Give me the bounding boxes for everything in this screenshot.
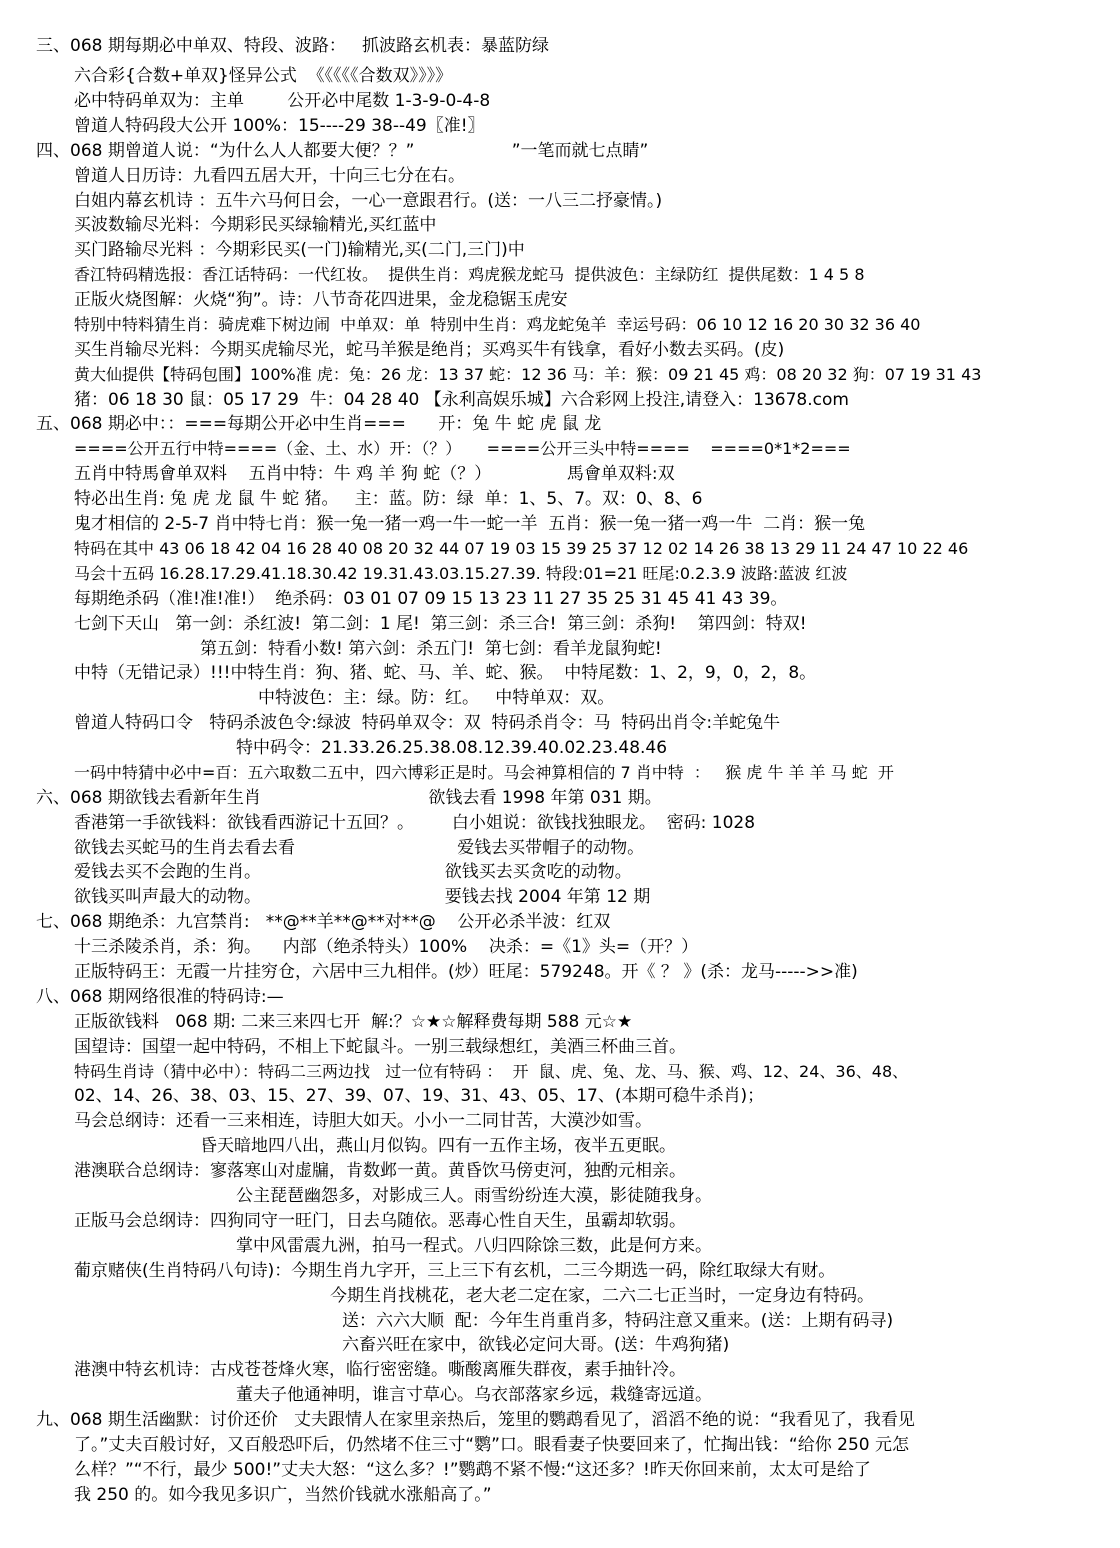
text-line: 曾道人特码段大公开 100%：15----29 38--49〖准!〗 (74, 116, 485, 136)
text-line: 每期绝杀码（准!准!准!） 绝杀码：03 01 07 09 15 13 23 11 27 35 25 31 45 41 43 39。 (74, 589, 788, 609)
text-line: 昏天暗地四八出，燕山月似钩。四有一五作主场，夜半五更眠。 (200, 1136, 676, 1156)
text-line: 爱钱去买不会跑的生肖。 欲钱买去买贪吃的动物。 (74, 862, 632, 882)
text-line: 白姐内幕玄机诗 ：五牛六马何日会，一心一意跟君行。(送：一八三二抒豪情。) (74, 191, 663, 211)
text-line: 买生肖输尽光料：今期买虎输尽光，蛇马羊猴是绝肖；买鸡买牛有钱拿，看好小数去买码。(皮) (74, 340, 785, 360)
text-line: 欲钱去买蛇马的生肖去看去看 爱钱去买带帽子的动物。 (74, 838, 645, 858)
text-line: 马会总纲诗：还看一三来相连，诗胆大如天。小小一二同甘苦，大漠沙如雪。 (74, 1111, 652, 1131)
text-line: 六合彩{合数+单双}怪异公式 《《《《《合数双》》》》 (74, 66, 453, 86)
text-line: 特码生肖诗（猜中必中）：特码二三两边找 过一位有特码 ： 开 鼠、虎、兔、龙、马、猴、鸡、12、24、36、48、 (74, 1062, 909, 1081)
text-line: 正版火烧图解：火烧“狗”。诗：八节奇花四进果，金龙稳锯玉虎安 (74, 290, 568, 310)
text-line: 香江特码精选报：香江话特码：一代红妆。 提供生肖：鸡虎猴龙蛇马 提供波色：主绿防红 提供尾数：1 4 5 8 (74, 265, 865, 284)
text-line: 买门路输尽光料 ：今期彩民买(一门)输精光,买(二门,三门)中 (74, 240, 525, 260)
section-3-heading: 三、068 期每期必中单双、特段、波路： 抓波路玄机表：暴蓝防绿 (36, 36, 550, 56)
text-line: 第五剑：特看小数! 第六剑：杀五门! 第七剑：看羊龙鼠狗蛇! (200, 639, 662, 659)
section-6-heading: 六、068 期欲钱去看新年生肖 欲钱去看 1998 年第 031 期。 (36, 788, 662, 808)
section-8-heading: 八、068 期网络很准的特码诗:— (36, 987, 284, 1007)
text-line: 国望诗：国望一起中特码，不相上下蛇鼠斗。一别三载绿想红，美酒三杯曲三首。 (74, 1037, 686, 1057)
text-line: 六畜兴旺在家中，欲钱必定问大哥。(送：牛鸡狗猪) (342, 1335, 730, 1355)
text-line: 董夫子他通神明，谁言寸草心。乌衣部落家乡远，栽缝寄远道。 (236, 1385, 712, 1405)
text-line: 鬼才相信的 2-5-7 肖中特七肖：猴一兔一猪一鸡一牛一蛇一羊 五肖：猴一兔一猪一鸡一牛 二肖：猴一兔 (74, 514, 866, 534)
text-line: 港澳中特玄机诗：古戍苍苍烽火寒，临行密密缝。嘶酸离雁失群夜，素手抽针冷。 (74, 1360, 686, 1380)
text-line: 公主琵琶幽怨多，对影成三人。雨雪纷纷连大漠，影徒随我身。 (236, 1186, 712, 1206)
text-line: 么样？”“不行，最少 500!”丈夫大怒：“这么多？!”鹦鹉不紧不慢:“这还多？!昨天你回来前，太太可是给了 (74, 1460, 871, 1480)
text-line: 欲钱买叫声最大的动物。 要钱去找 2004 年第 12 期 (74, 887, 651, 907)
text-line: 中特波色：主：绿。防：红。 中特单双：双。 (258, 688, 615, 708)
text-line: 特码在其中 43 06 18 42 04 16 28 40 08 20 32 44 07 19 03 15 39 25 37 12 02 14 26 38 13 29 11 24 47 10 22 46 (74, 539, 969, 558)
section-9-heading: 九、068 期生活幽默：讨价还价 丈夫跟情人在家里亲热后，笼里的鹦鹉看见了，滔滔不绝的说：“我看见了，我看见 (36, 1410, 915, 1430)
section-4-heading: 四、068 期曾道人说：“为什么人人都要大便？？” ”一笔而就七点睛” (36, 141, 649, 161)
text-line: 曾道人特码口令 特码杀波色令:绿波 特码单双令：双 特码杀肖令：马 特码出肖令:羊蛇兔牛 (74, 713, 781, 733)
section-7-heading: 七、068 期绝杀：九宫禁肖: **@**羊**@**对**@ 公开必杀半波：红双 (36, 912, 611, 932)
text-line: 了。”丈夫百般讨好，又百般恐吓后，仍然堵不住三寸“鹦”口。眼看妻子快要回来了，忙掏出钱：“给你 250 元怎 (74, 1435, 909, 1455)
section-5-heading: 五、068 期必中：：===每期公开必中生肖=== 开：兔 牛 蛇 虎 鼠 龙 (36, 414, 602, 434)
text-line: 今期生肖找桃花，老大老二定在家，二六二七正当时，一定身边有特码。 (330, 1286, 874, 1306)
text-line: 掌中风雷震九洲，拍马一程式。八归四除馀三数，此是何方来。 (236, 1236, 712, 1256)
text-line: 马会十五码 16.28.17.29.41.18.30.42 19.31.43.03.15.27.39. 特段:01=21 旺尾:0.2.3.9 波路:蓝波 红波 (74, 564, 848, 583)
text-line: 一码中特猜中必中=百：五六取数二五中，四六博彩正是时。马会神算相信的 7 肖中特 ： 猴 虎 牛 羊 羊 马 蛇 开 (74, 763, 894, 782)
text-line: 正版欲钱料 068 期: 二来三来四七开 解:？☆★☆解释费每期 588 元☆★ (74, 1012, 633, 1032)
text-line: 必中特码单双为：主单 公开必中尾数 1-3-9-0-4-8 (74, 91, 491, 111)
text-line: 02、14、26、38、03、15、27、39、07、19、31、43、05、17、(本期可稳牛杀肖)； (74, 1086, 765, 1106)
text-line: 正版马会总纲诗：四狗同守一旺门，日去乌随依。恶毒心性自天生，虽霸却软弱。 (74, 1211, 686, 1231)
text-line: 正版特码王：无霞一片挂穷仓，六居中三九相伴。(炒）旺尾：579248。开《 ？ 》(杀：龙马----->>准) (74, 962, 858, 982)
text-line: 送：六六大顺 配：今年生肖重肖多，特码注意又重来。(送：上期有码寻) (342, 1311, 894, 1331)
text-line: 港澳联合总纲诗：寥落寒山对虚牖，肯数邺一黄。黄昏饮马傍吏河，独酌元相亲。 (74, 1161, 686, 1181)
text-line: 特必出生肖: 兔 虎 龙 鼠 牛 蛇 猪。 主：蓝。防：绿 单：1、5、7。双：0、8、6 (74, 489, 703, 509)
text-line: 十三杀陵杀肖，杀：狗。 内部（绝杀特头）100% 决杀：=《1》头=（开？） (74, 937, 699, 957)
text-line: 买波数输尽光料：今期彩民买绿输精光,买红蓝中 (74, 215, 437, 235)
text-line: 黄大仙提供【特码包围】100%准 虎：兔：26 龙：13 37 蛇：12 36 马：羊：猴：09 21 45 鸡：08 20 32 狗：07 19 31 43 (74, 365, 982, 384)
text-line: 七剑下天山 第一剑：杀红波! 第二剑：1 尾! 第三剑：杀三合! 第三剑：杀狗! 第四剑：特双! (74, 614, 807, 634)
text-line: 特中码令：21.33.26.25.38.08.12.39.40.02.23.48.46 (236, 738, 668, 758)
text-line: 曾道人日历诗：九看四五居大开，十向三七分在右。 (74, 166, 465, 186)
text-line: ====公开五行中特====（金、土、水）开：（？） ====公开三头中特==== ====0*1*2=== (74, 439, 851, 458)
text-line: 中特（无错记录）!!!中特生肖：狗、猪、蛇、马、羊、蛇、猴。 中特尾数：1、2，9，0，2，8。 (74, 663, 817, 683)
text-line: 我 250 的。如今我见多识广，当然价钱就水涨船高了。” (74, 1485, 492, 1505)
text-line: 香港第一手欲钱料：欲钱看西游记十五回？。 白小姐说：欲钱找独眼龙。 密码: 1028 (74, 813, 756, 833)
text-line: 葡京赌侠(生肖特码八句诗)：今期生肖九字开，三上三下有玄机，二三今期选一码，除红取绿大有财。 (74, 1261, 836, 1281)
text-line: 五肖中特馬會单双料 五肖中特：牛 鸡 羊 狗 蛇（？） 馬會单双料:双 (74, 464, 675, 484)
text-line: 猪：06 18 30 鼠：05 17 29 牛：04 28 40 【永利高娱乐城】六合彩网上投注,请登入：13678.com (74, 390, 849, 410)
text-line: 特别中特料猜生肖：骑虎难下树边闹 中单双：单 特别中生肖：鸡龙蛇兔羊 幸运号码：06 10 12 16 20 30 32 36 40 (74, 315, 921, 334)
